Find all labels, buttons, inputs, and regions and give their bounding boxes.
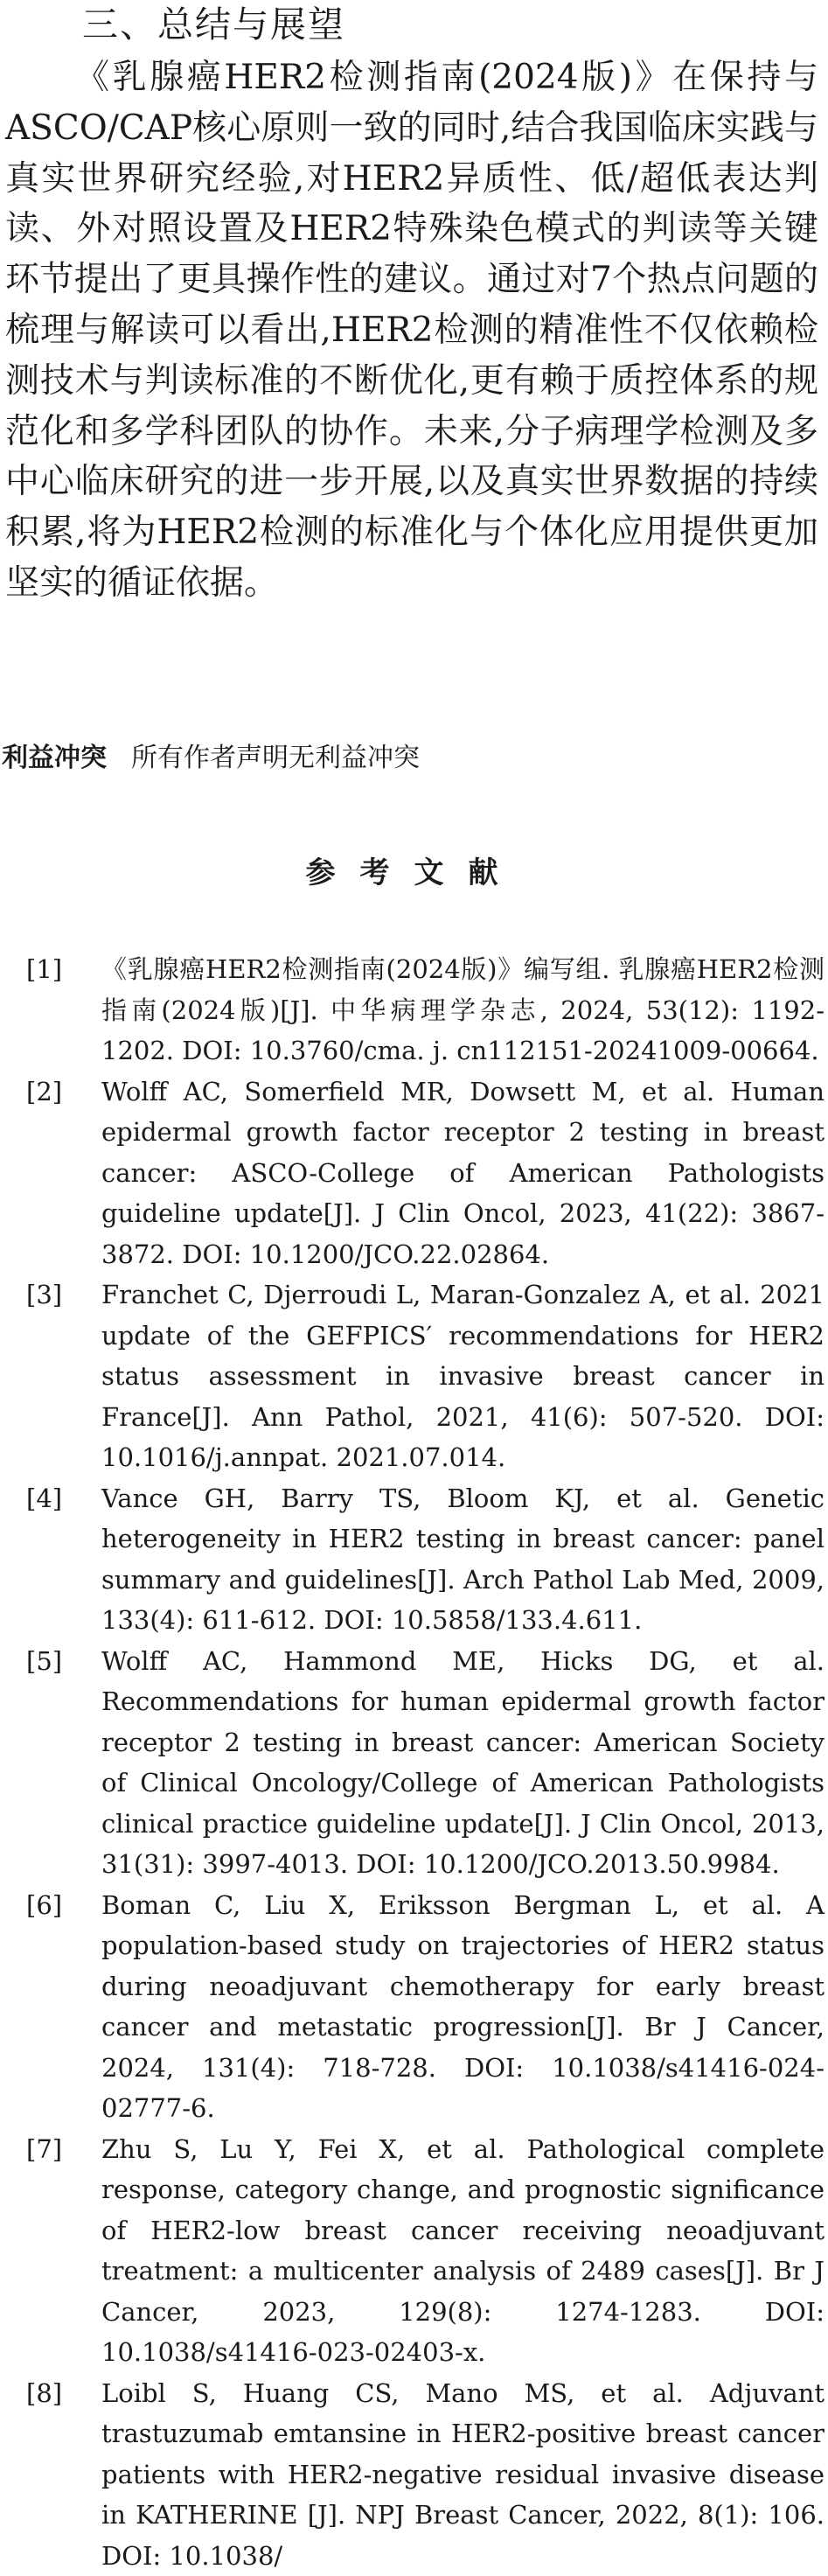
section-heading: 三、总结与展望 [82,2,345,47]
conflict-label: 利益冲突 [2,743,107,773]
references-title: 参考文献 [0,848,828,891]
reference-text: Loibl S, Huang CS, Mano MS, et al. Adjuvant trastuzumab emtansine in HER2-positive breast cancer patients with HER2-negative residual invasive disease in KATHERINE [J]. NPJ Breast Cancer, 2022, 8(1): 106. DOI: 10.1038/ [101,2378,825,2571]
reference-number: [3] [26,1274,62,1316]
reference-item [0,1478,828,1641]
reference-text: Wolff AC, Hammond ME, Hicks DG, et al. Recommendations for human epidermal growth factor receptor 2 testing in breast cancer: American Society of Clinical Oncology/College of American Pathologists clinical practice guideline update[J]. J Clin Oncol, 2013, 31(31): 3997-4013. DOI: 10.1200/JCO.2013.50.9984. [101,1646,825,1880]
reference-number: [2] [26,1072,62,1113]
reference-text: Franchet C, Djerroudi L, Maran-Gonzalez A, et al. 2021 update of the GEFPICS′ recommendations for HER2 status assessment in invasive breast cancer in France[J]. Ann Pathol, 2021, 41(6): 507-520. DOI: 10.1016/j.annpat. 2021.07.014. [101,1280,825,1472]
reference-text: Boman C, Liu X, Eriksson Bergman L, et al. A population-based study on trajectories of HER2 status during neoadjuvant chemotherapy for early breast cancer and metastatic progression[J]. Br J Cancer, 2024, 131(4): 718-728. DOI: 10.1038/s41416-024-02777-6. [101,1890,825,2124]
reference-text: Vance GH, Barry TS, Bloom KJ, et al. Genetic heterogeneity in HER2 testing in breast cancer: panel summary and guidelines[J]. Arch Pathol Lab Med, 2009, 133(4): 611-612. DOI: 10.5858/133.4.611. [101,1483,825,1636]
conflict-of-interest [2,739,420,778]
reference-number: [7] [26,2129,62,2170]
reference-item [0,2373,828,2576]
conflict-text: 所有作者声明无利益冲突 [131,743,420,773]
reference-item [0,2129,828,2373]
reference-text: Zhu S, Lu Y, Fei X, et al. Pathological complete response, category change, and prognostic significance of HER2-low breast cancer receiving neoadjuvant treatment: a multicenter analysis of 2489 cases[J]. Br J Cancer, 2023, 129(8): 1274-1283. DOI: 10.1038/s41416-023-02403-x. [101,2134,825,2368]
reference-number: [1] [26,949,62,990]
reference-item [0,1641,828,1885]
reference-item [0,1885,828,2129]
reference-item [0,949,828,1072]
reference-text: 《乳腺癌HER2检测指南(2024版)》编写组. 乳腺癌HER2检测指南(2024版)[J]. 中华病理学杂志, 2024, 53(12): 1192-1202. DOI: 10.3760/cma. j. cn112151-20241009-00664. [101,954,825,1065]
reference-item [0,1274,828,1478]
reference-item [0,1072,828,1275]
reference-list [0,949,828,2576]
reference-text: Wolff AC, Somerfield MR, Dowsett M, et al. Human epidermal growth factor receptor 2 testing in breast cancer: ASCO-College of American Pathologists guideline update[J]. J Clin Oncol, 2023, 41(22): 3867-3872. DOI: 10.1200/JCO.22.02864. [101,1077,825,1269]
summary-paragraph: 《乳腺癌HER2检测指南(2024版)》在保持与ASCO/CAP核心原则一致的同时,结合我国临床实践与真实世界研究经验,对HER2异质性、低/超低表达判读、外对照设置及HER2特殊染色模式的判读等关键环节提出了更具操作性的建议。通过对7个热点问题的梳理与解读可以看出,HER2检测的精准性不仅依赖检测技术与判读标准的不断优化,更有赖于质控体系的规范化和多学科团队的协作。未来,分子病理学检测及多中心临床研究的进一步开展,以及真实世界数据的持续积累,将为HER2检测的标准化与个体化应用提供更加坚实的循证依据。 [5,52,818,609]
reference-number: [8] [26,2373,62,2414]
reference-number: [5] [26,1641,62,1682]
reference-number: [6] [26,1885,62,1926]
reference-number: [4] [26,1478,62,1519]
